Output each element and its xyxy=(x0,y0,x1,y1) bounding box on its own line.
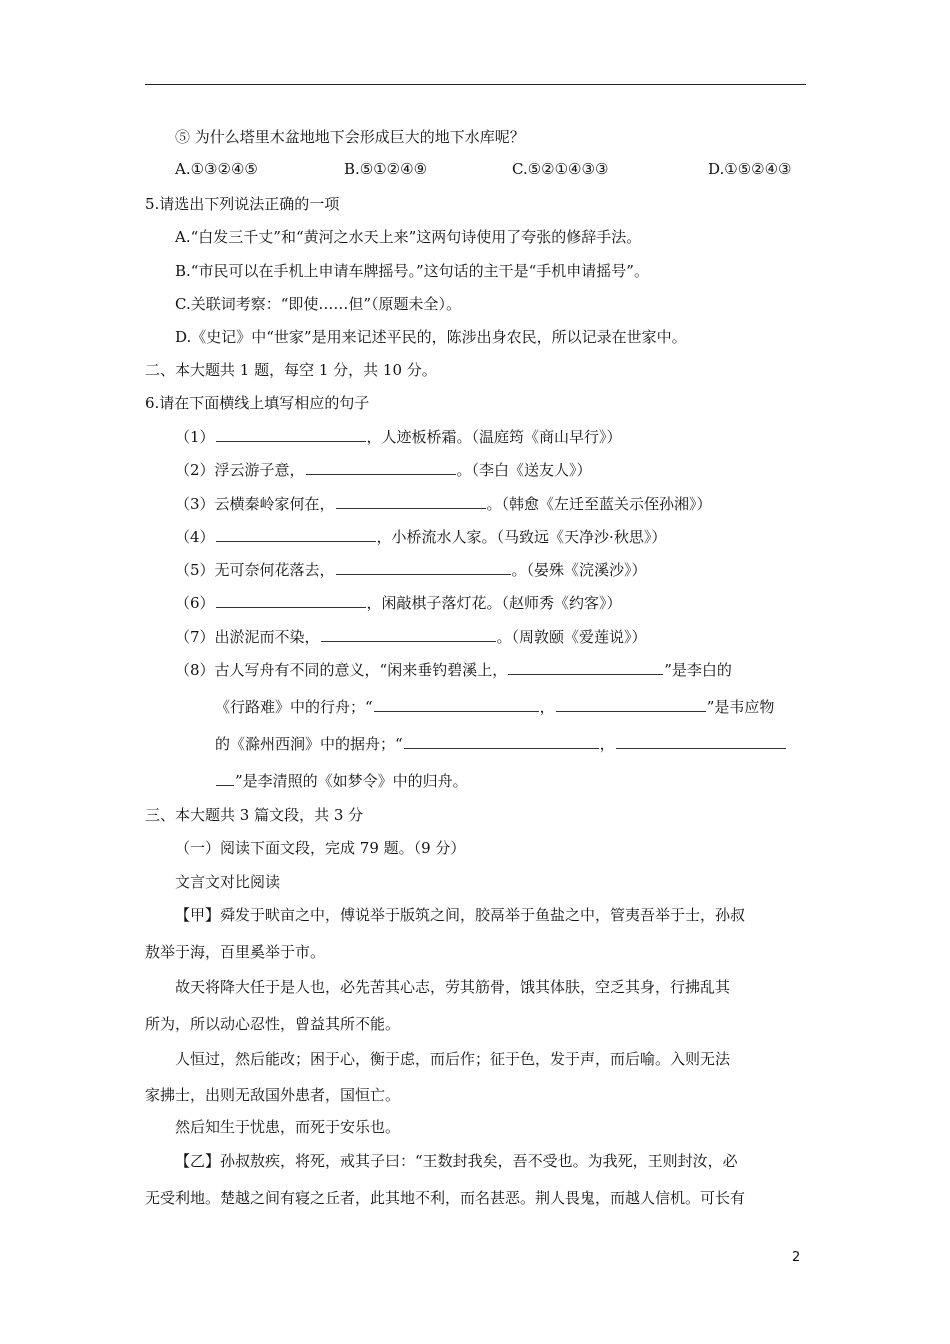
q4-option-b: B.⑤①②④⑨ xyxy=(344,160,428,178)
q5-option-b: B.“市民可以在手机上申请车牌摇号。”这句话的主干是“手机申请摇号”。 xyxy=(175,262,649,280)
q5-option-a: A.“白发三千丈”和“黄河之水天上来”这两句诗使用了夸张的修辞手法。 xyxy=(175,228,642,246)
answer-blank[interactable] xyxy=(616,734,786,749)
answer-blank[interactable] xyxy=(404,734,599,749)
q6-line-8d: ”是李清照的《如梦令》中的归舟。 xyxy=(215,771,468,791)
q5-option-d: D.《史记》中“世家”是用来记述平民的，陈涉出身农民，所以记录在世家中。 xyxy=(175,328,687,346)
q6-line-4: （4） ，小桥流水人家。（马致远《天净沙·秋思》） xyxy=(175,528,667,546)
answer-blank[interactable] xyxy=(336,560,511,575)
q5-stem: 5.请选出下列说法正确的一项 xyxy=(145,195,340,213)
answer-blank[interactable] xyxy=(306,460,456,475)
q4-option-line-5: ⑤ 为什么塔里木盆地地下会形成巨大的地下水库呢？ xyxy=(175,128,525,146)
answer-blank[interactable] xyxy=(321,627,496,642)
q6-line-2: （2）浮云游子意， 。（李白《送友人》） xyxy=(175,461,592,479)
q6-line-5: （5）无可奈何花落去， 。（晏殊《浣溪沙》） xyxy=(175,561,647,579)
passage-jia-p2-line2: 所为，所以动心忍性，曾益其所不能。 xyxy=(145,1015,401,1033)
q6-line-8b: 《行路难》中的行舟；“ ， ”是韦应物 xyxy=(215,698,775,716)
q6-line-7: （7）出淤泥而不染， 。（周敦颐《爱莲说》） xyxy=(175,628,647,646)
passage-jia-p2-line1: 故天将降大任于是人也，必先苦其心志，劳其筋骨，饿其体肤，空乏其身，行拂乱其 xyxy=(175,978,731,996)
reading-title: 文言文对比阅读 xyxy=(175,873,281,891)
q6-stem: 6.请在下面横线上填写相应的句子 xyxy=(145,394,370,412)
answer-blank[interactable] xyxy=(216,427,366,442)
q5-option-c: C.关联词考察：“即使……但”（原题未全）。 xyxy=(175,295,462,313)
header-rule xyxy=(145,84,806,85)
q6-line-3: （3）云横秦岭家何在， 。（韩愈《左迁至蓝关示侄孙湘》） xyxy=(175,495,712,513)
passage-yi-p1-line1: 【乙】孙叔敖疾，将死，戒其子曰：“王数封我矣，吾不受也。为我死，王则封汝，必 xyxy=(175,1152,738,1170)
answer-blank[interactable] xyxy=(336,494,486,509)
reading-intro: （一）阅读下面文段，完成 79 题。（9 分） xyxy=(175,839,466,857)
q4-option-a: A.①③②④⑤ xyxy=(175,160,258,178)
section-3-heading: 三、本大题共 3 篇文段，共 3 分 xyxy=(145,806,364,824)
passage-jia-p3-line2: 家拂士，出则无敌国外患者，国恒亡。 xyxy=(145,1086,401,1104)
passage-jia-p3-line1: 人恒过，然后能改；困于心，衡于虑，而后作；征于色，发于声，而后喻。入则无法 xyxy=(175,1050,731,1068)
passage-jia-p4: 然后知生于忧患，而死于安乐也。 xyxy=(175,1118,401,1136)
answer-blank[interactable] xyxy=(508,660,663,675)
q6-line-8c: 的《滁州西涧》中的据舟；“ ， xyxy=(215,734,787,754)
passage-yi-p1-line2: 无受利地。楚越之间有寝之丘者，此其地不利，而名甚恶。荆人畏鬼，而越人信机。可长有 xyxy=(145,1189,746,1207)
q6-line-6: （6） ，闲敲棋子落灯花。（赵师秀《约客》） xyxy=(175,594,622,612)
section-2-heading: 二、本大题共 1 题，每空 1 分，共 10 分。 xyxy=(145,361,437,379)
passage-jia-p1-line1: 【甲】舜发于畎亩之中，傅说举于版筑之间，胶鬲举于鱼盐之中，管夷吾举于士，孙叔 xyxy=(175,906,746,924)
answer-blank[interactable] xyxy=(216,771,234,786)
answer-blank[interactable] xyxy=(374,697,539,712)
answer-blank[interactable] xyxy=(216,593,366,608)
passage-jia-p1-line2: 敖举于海，百里奚举于市。 xyxy=(145,943,326,961)
q4-option-d: D.①⑤②④③ xyxy=(708,160,792,178)
page-number: 2 xyxy=(792,1250,801,1265)
q4-option-c: C.⑤②①④③③ xyxy=(512,160,609,178)
q6-line-8a: （8）古人写舟有不同的意义，“闲来垂钓碧溪上， ”是李白的 xyxy=(175,661,732,679)
answer-blank[interactable] xyxy=(556,697,706,712)
answer-blank[interactable] xyxy=(216,527,376,542)
q6-line-1: （1） ，人迹板桥霜。（温庭筠《商山早行》） xyxy=(175,428,622,446)
